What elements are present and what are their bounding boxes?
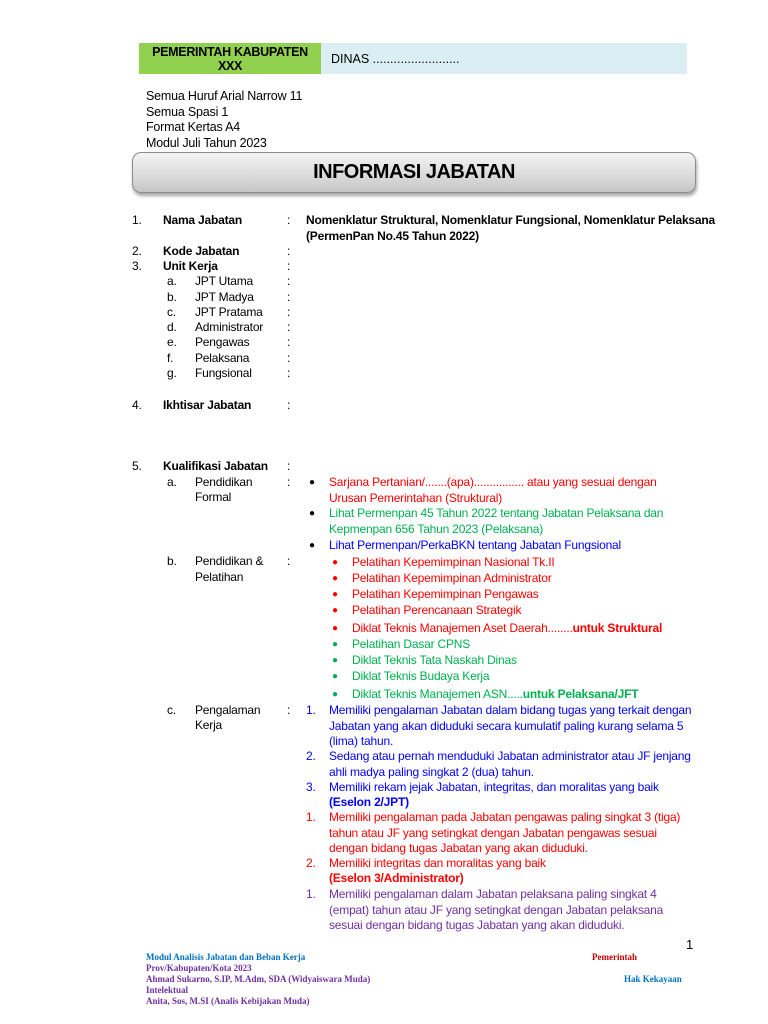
pelatihan-item: Pelatihan Kepemimpinan Pengawas bbox=[352, 587, 539, 601]
kualifikasi-a-colon: : bbox=[287, 475, 291, 489]
unit-colon: : bbox=[287, 351, 291, 365]
bullet-icon: ● bbox=[309, 540, 316, 551]
bullet-icon: ● bbox=[309, 508, 316, 519]
unit-colon: : bbox=[287, 320, 291, 334]
pengalaman-item: Memiliki pengalaman dalam Jabatan pelaksana paling singkat 4 (empat) tahun atau JF yang setingkat dengan Jabatan pelaksana sesuai dengan bidang tugas Jabatan yang akan diduduki. bbox=[329, 887, 664, 932]
unit-colon: : bbox=[287, 366, 291, 380]
pelatihan-item: Pelatihan Kepemimpinan Nasional Tk.II bbox=[352, 555, 555, 569]
pelatihan-asn-text: Diklat Teknis Manajemen ASN..... bbox=[352, 687, 523, 701]
section-5-colon: : bbox=[287, 459, 291, 473]
footer-right-2: Hak Kekayaan bbox=[624, 974, 682, 984]
section-1-number: 1. bbox=[132, 213, 142, 227]
kualifikasi-b-label-line2: Pelatihan bbox=[195, 570, 244, 584]
pengalaman-item: Sedang atau pernah menduduki Jabatan administrator atau JF jenjang ahli madya paling singkat 2 (dua) tahun. bbox=[329, 749, 691, 779]
section-4-colon: : bbox=[287, 398, 291, 412]
unit-colon: : bbox=[287, 335, 291, 349]
unit-letter: d. bbox=[167, 320, 177, 334]
pengalaman-number: 2. bbox=[306, 749, 316, 763]
pengalaman-number: 2. bbox=[306, 856, 316, 870]
footer-author-1: Ahmad Sukarno, S.IP, M.Adm, SDA (Widyaiswara Muda) bbox=[146, 974, 371, 984]
bullet-icon: ● bbox=[332, 689, 339, 700]
eselon-2-label: (Eselon 2/JPT) bbox=[329, 795, 409, 809]
note-paper: Format Kertas A4 bbox=[146, 120, 241, 134]
unit-label: Pengawas bbox=[195, 335, 250, 349]
header-government-line1: PEMERINTAH KABUPATEN bbox=[152, 44, 308, 59]
unit-colon: : bbox=[287, 290, 291, 304]
section-4-label: Ikhtisar Jabatan bbox=[163, 398, 252, 412]
kualifikasi-c-letter: c. bbox=[167, 703, 176, 717]
section-5-label: Kualifikasi Jabatan bbox=[163, 459, 268, 473]
unit-letter: b. bbox=[167, 290, 177, 304]
kualifikasi-b-letter: b. bbox=[167, 554, 177, 568]
pendidikan-formal-fungsional: Lihat Permenpan/PerkaBKN tentang Jabatan Fungsional bbox=[329, 538, 621, 552]
section-3-colon: : bbox=[287, 259, 291, 273]
pengalaman-item: Memiliki pengalaman pada Jabatan pengawas paling singkat 3 (tiga) tahun atau JF yang setingkat dengan Jabatan pengawas sesuai dengan bidang tugas Jabatan yang akan diduduki. bbox=[329, 810, 681, 855]
untuk-struktural-label: untuk Struktural bbox=[572, 621, 663, 635]
kualifikasi-c-label-line1: Pengalaman bbox=[195, 703, 261, 717]
unit-label: Fungsional bbox=[195, 366, 252, 380]
pelatihan-item: Pelatihan Kepemimpinan Administrator bbox=[352, 571, 552, 585]
unit-colon: : bbox=[287, 274, 291, 288]
page-number: 1 bbox=[686, 937, 694, 952]
kualifikasi-c-colon: : bbox=[287, 703, 291, 717]
section-4-number: 4. bbox=[132, 398, 142, 412]
kualifikasi-a-letter: a. bbox=[167, 475, 177, 489]
bullet-icon: ● bbox=[332, 573, 339, 584]
unit-letter: f. bbox=[167, 351, 174, 365]
footer-module-title: Modul Analisis Jabatan dan Beban Kerja bbox=[146, 952, 306, 962]
unit-letter: a. bbox=[167, 274, 177, 288]
note-font: Semua Huruf Arial Narrow 11 bbox=[146, 89, 303, 103]
unit-label: Pelaksana bbox=[195, 351, 250, 365]
section-2-number: 2. bbox=[132, 244, 142, 258]
bullet-icon: ● bbox=[309, 477, 316, 488]
untuk-pelaksana-label: untuk Pelaksana/JFT bbox=[522, 687, 639, 701]
section-3-label: Unit Kerja bbox=[163, 259, 218, 273]
pengalaman-number: 3. bbox=[306, 780, 316, 794]
pengalaman-number: 1. bbox=[306, 887, 316, 901]
bullet-icon: ● bbox=[332, 623, 339, 634]
unit-letter: g. bbox=[167, 366, 177, 380]
footer-author-2: Anita, Sos, M.SI (Analis Kebijakan Muda) bbox=[146, 996, 310, 1006]
section-2-label: Kode Jabatan bbox=[163, 244, 240, 258]
bullet-icon: ● bbox=[332, 557, 339, 568]
pengalaman-item: Memiliki integritas dan moralitas yang baik bbox=[329, 856, 546, 870]
pelatihan-item: Diklat Teknis Budaya Kerja bbox=[352, 669, 490, 683]
footer-right-1: Pemerintah bbox=[592, 952, 637, 962]
section-5-number: 5. bbox=[132, 459, 142, 473]
pendidikan-formal-struktural: Sarjana Pertanian/.......(apa)................ atau yang sesuai dengan Urusan Pemerintahan (Struktural) bbox=[329, 475, 657, 505]
kualifikasi-c-label-line2: Kerja bbox=[195, 718, 223, 732]
pengalaman-number: 1. bbox=[306, 703, 316, 717]
kualifikasi-b-label-line1: Pendidikan & bbox=[195, 554, 264, 568]
section-2-colon: : bbox=[287, 244, 291, 258]
section-1-label: Nama Jabatan bbox=[163, 213, 242, 227]
bullet-icon: ● bbox=[332, 671, 339, 682]
eselon-3-label: (Eselon 3/Administrator) bbox=[329, 871, 464, 885]
bullet-icon: ● bbox=[332, 605, 339, 616]
footer-intelektual: Intelektual bbox=[146, 985, 189, 995]
pelatihan-item: Pelatihan Perencanaan Strategik bbox=[352, 603, 522, 617]
header-government-line2: XXX bbox=[217, 58, 243, 73]
pelatihan-item bbox=[352, 621, 662, 637]
bullet-icon: ● bbox=[332, 639, 339, 650]
bullet-icon: ● bbox=[332, 655, 339, 666]
pelatihan-aset-text: Diklat Teknis Manajemen Aset Daerah........ bbox=[352, 621, 573, 635]
header-government bbox=[139, 43, 321, 74]
unit-letter: c. bbox=[167, 305, 176, 319]
note-module: Modul Juli Tahun 2023 bbox=[146, 135, 267, 150]
section-3-number: 3. bbox=[132, 259, 142, 273]
unit-colon: : bbox=[287, 305, 291, 319]
kualifikasi-b-colon: : bbox=[287, 554, 291, 568]
unit-label: JPT Pratama bbox=[195, 305, 263, 319]
unit-label: JPT Utama bbox=[195, 274, 253, 288]
footer-year: Prov/Kabupaten/Kota 2023 bbox=[146, 963, 252, 973]
note-spacing: Semua Spasi 1 bbox=[146, 104, 229, 119]
pelatihan-item bbox=[352, 687, 638, 703]
unit-label: JPT Madya bbox=[195, 290, 254, 304]
section-1-value-line2: (PermenPan No.45 Tahun 2022) bbox=[306, 229, 479, 243]
pengalaman-number: 1. bbox=[306, 810, 316, 824]
kualifikasi-a-label-line2: Formal bbox=[195, 490, 232, 504]
section-1-colon: : bbox=[287, 213, 291, 227]
bullet-icon: ● bbox=[332, 589, 339, 600]
pengalaman-item: Memiliki rekam jejak Jabatan, integritas, dan moralitas yang baik bbox=[329, 780, 659, 794]
header-dinas: DINAS ......................... bbox=[321, 43, 687, 74]
pengalaman-item: Memiliki pengalaman Jabatan dalam bidang tugas yang terkait dengan Jabatan yang akan diduduki secara kumulatif paling kurang selama 5 (lima) tahun. bbox=[329, 703, 692, 748]
section-1-value-line1: Nomenklatur Struktural, Nomenklatur Fungsional, Nomenklatur Pelaksana bbox=[306, 213, 715, 227]
pelatihan-item: Diklat Teknis Tata Naskah Dinas bbox=[352, 653, 517, 667]
kualifikasi-a-label-line1: Pendidikan bbox=[195, 475, 253, 489]
unit-letter: e. bbox=[167, 335, 177, 349]
format-notes bbox=[146, 89, 302, 151]
page-title: INFORMASI JABATAN bbox=[132, 152, 696, 193]
pendidikan-formal-pelaksana: Lihat Permenpan 45 Tahun 2022 tentang Jabatan Pelaksana dan Kepmenpan 656 Tahun 2023 (Pelaksana) bbox=[329, 506, 664, 536]
pelatihan-item: Pelatihan Dasar CPNS bbox=[352, 637, 471, 651]
unit-label: Administrator bbox=[195, 320, 264, 334]
